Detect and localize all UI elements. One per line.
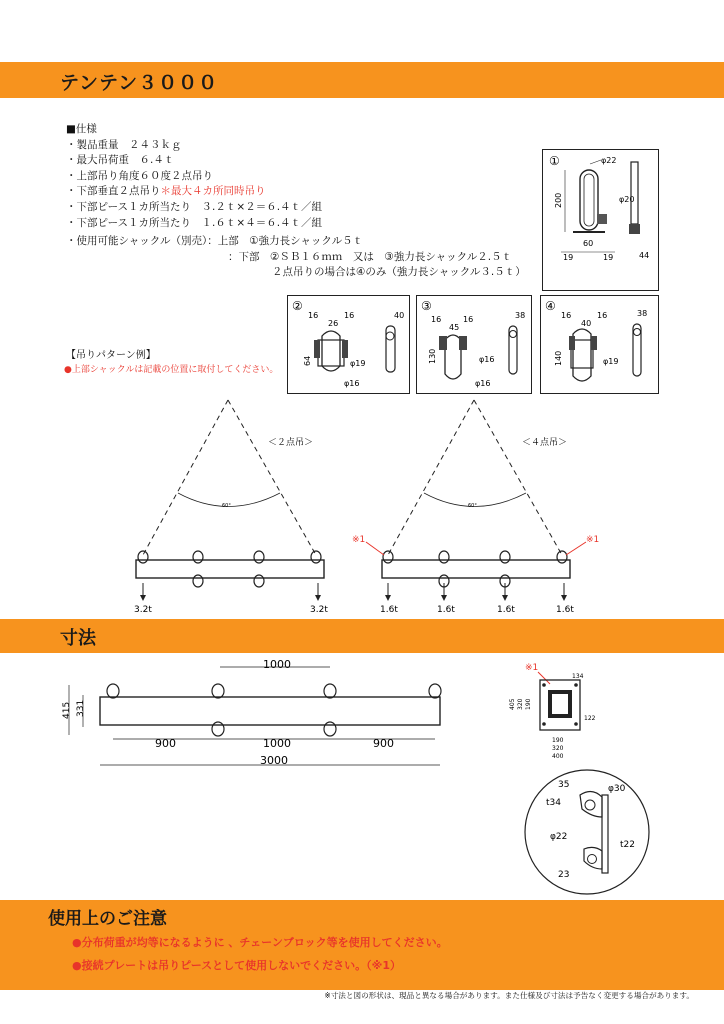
spec-row-red: ＊最大４カ所同時吊り: [160, 185, 266, 198]
dim-label: 19: [603, 253, 614, 262]
box-number: ③: [421, 299, 432, 313]
load-label: 3.2t: [134, 605, 152, 615]
dim-label: 122: [584, 715, 596, 722]
beam-dimension-drawing: [55, 655, 465, 775]
mark-label: ※1: [586, 535, 600, 545]
dim-label: 400: [552, 753, 564, 760]
dim-label: 190: [525, 698, 532, 710]
dim-label: 16: [597, 311, 608, 320]
dim-label: 900: [155, 737, 176, 750]
suspension-diagrams: [100, 395, 620, 620]
dim-label: 16: [561, 311, 572, 320]
shackle-box-2: [287, 295, 410, 394]
dim-label: 38: [515, 311, 526, 320]
page-title: テンテン３０００: [60, 72, 219, 94]
dim-label: 140: [554, 350, 563, 366]
spec-heading: ■仕様: [66, 123, 97, 135]
dim-label: 23: [558, 870, 570, 880]
shackle-4-drawing: [541, 296, 658, 393]
dim-label: φ19: [350, 359, 366, 368]
dim-label: 405: [509, 698, 516, 710]
spec-row: [66, 184, 526, 200]
footer-note: ※寸法と図の形状は、現品と異なる場合があります。また仕様及び寸法は予告なく変更する場合があります。: [324, 991, 694, 1000]
mark-label: ※1: [525, 663, 539, 673]
load-label: 1.6t: [497, 605, 515, 615]
dim-label: φ16: [344, 379, 360, 388]
four-point-label: ＜４点吊＞: [522, 438, 568, 448]
spec-block: [66, 122, 526, 281]
dim-label: 35: [558, 780, 570, 790]
dim-label: 134: [572, 673, 584, 680]
shackle-3-drawing: [417, 296, 531, 393]
spec-row-text: ・下部垂直２点吊り: [66, 185, 161, 198]
dim-label: 40: [581, 319, 592, 328]
spec-row: ・使用可能シャックル（別売）：上部 ①強力長シャックル５ｔ: [66, 235, 364, 248]
caution-item: ●分布荷重が均等になるように 、チェーンブロック等を使用してください。: [72, 936, 448, 949]
load-label: 1.6t: [556, 605, 574, 615]
dim-label: 26: [328, 319, 339, 328]
box-number: ②: [292, 299, 303, 313]
caution-item: ●接続プレートは吊りピースとして使用しないでください。（※1）: [72, 959, 402, 972]
two-point-label: ＜２点吊＞: [268, 438, 314, 448]
dim-label: 44: [639, 251, 650, 260]
dim-label: φ20: [619, 195, 635, 204]
dim-label: 415: [62, 701, 72, 719]
dim-label: 3000: [260, 754, 288, 767]
shackle-box-4: [540, 295, 659, 394]
dim-label: φ22: [550, 832, 568, 842]
spec-row: ・上部吊り角度６０度２点吊り: [66, 169, 213, 182]
side-view-drawing: [500, 660, 610, 765]
dim-label: 331: [76, 699, 86, 717]
shackle-box-3: [416, 295, 532, 394]
mark-label: ※1: [352, 535, 366, 545]
load-label: 1.6t: [437, 605, 455, 615]
dim-label: t34: [546, 798, 561, 808]
angle-label: 60°: [222, 503, 231, 509]
pattern-heading: 【吊りパターン例】: [66, 350, 156, 361]
dim-label: 19: [563, 253, 574, 262]
dim-label: 16: [463, 315, 474, 324]
dim-label: 60: [583, 239, 594, 248]
dimensions-band: [0, 619, 724, 653]
detail-drawing: [520, 765, 655, 900]
dim-label: 320: [552, 745, 564, 752]
caution-title: 使用上のご注意: [48, 909, 167, 929]
box-number: ④: [545, 299, 556, 313]
dim-label: 200: [554, 192, 563, 208]
dim-label: 130: [428, 348, 437, 364]
dim-label: 1000: [263, 658, 291, 671]
dim-label: 16: [344, 311, 355, 320]
load-label: 1.6t: [380, 605, 398, 615]
dim-label: φ30: [608, 784, 626, 794]
angle-label: 60°: [468, 503, 477, 509]
dim-label: 16: [431, 315, 442, 324]
dim-label: 320: [517, 698, 524, 710]
dim-label: 190: [552, 737, 564, 744]
dim-label: φ16: [475, 379, 491, 388]
spec-row: ２点吊りの場合は④のみ（強力長シャックル３.５ｔ）: [272, 266, 526, 279]
dim-label: 64: [303, 355, 312, 366]
dim-label: t22: [620, 840, 635, 850]
spec-row: ・最大吊荷重 ６.４ｔ: [66, 154, 175, 167]
dim-label: 45: [449, 323, 460, 332]
spec-row: ・製品重量 ２４３ｋｇ: [66, 138, 182, 151]
dim-label: φ19: [603, 357, 619, 366]
dim-label: 40: [394, 311, 405, 320]
shackle-box-1: [542, 149, 659, 291]
dimensions-title: 寸法: [60, 628, 96, 649]
spec-row: ・下部ピース１カ所当たり １.６ｔ×４＝６.４ｔ／組: [66, 216, 323, 229]
shackle-2-drawing: [288, 296, 409, 393]
spec-row: ・下部ピース１カ所当たり ３.２ｔ×２＝６.４ｔ／組: [66, 200, 323, 213]
pattern-note: ●上部シャックルは記載の位置に取付してください。: [64, 365, 279, 375]
dim-label: φ22: [601, 156, 617, 165]
shackle-1-drawing: [543, 150, 658, 290]
spec-row: ：下部 ②ＳＢ１６ｍｍ 又は ③強力長シャックル２.５ｔ: [228, 250, 513, 263]
load-label: 3.2t: [310, 605, 328, 615]
dim-label: 900: [373, 737, 394, 750]
dim-label: 16: [308, 311, 319, 320]
dim-label: φ16: [479, 355, 495, 364]
box-number: ①: [549, 154, 560, 168]
dim-label: 1000: [263, 737, 291, 750]
dim-label: 38: [637, 309, 648, 318]
